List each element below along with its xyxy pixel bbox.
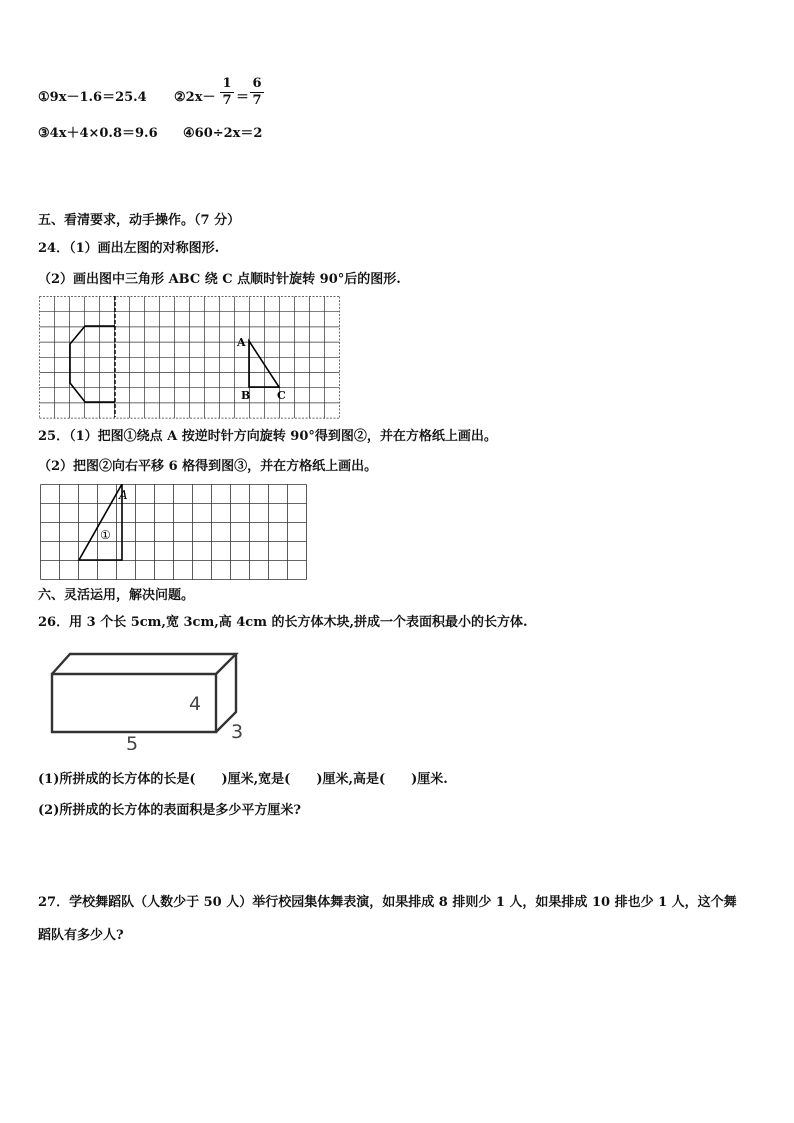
question-24-part-1: 24．（1）画出左图的对称图形.: [38, 241, 220, 256]
fraction-2-denominator: 7: [252, 93, 262, 108]
label-b: B: [241, 389, 251, 402]
question-26-text: 26．用 3 个长 5cm,宽 3cm,高 4cm 的长方体木块,拼成一个表面积最小的长方体.: [38, 615, 528, 630]
question-24-part-2: （2）画出图中三角形 ABC 绕 C 点顺时针旋转 90°后的图形.: [38, 272, 401, 287]
fraction-2-numerator: 6: [252, 76, 262, 91]
cuboid-length-label: 5: [126, 733, 139, 750]
section-6-title: 六、灵活运用，解决问题。: [38, 588, 195, 603]
question-27-line-1: 27．学校舞蹈队（人数少于 50 人）举行校园集体舞表演，如果排成 8 排则少 1 人，如果排成 10 排也少 1 人，这个舞: [38, 895, 737, 910]
question-24-grid-figure: [39, 296, 341, 420]
figure-1-label: ①: [100, 528, 111, 542]
equation-2-equals: ＝: [236, 90, 250, 105]
grid-25-lines: [41, 485, 307, 580]
cuboid-top-face: [52, 654, 236, 674]
question-26-sub-2: (2)所拼成的长方体的表面积是多少平方厘米?: [38, 803, 301, 818]
equation-2-fraction-1: [220, 77, 234, 108]
equation-3: ③4x＋4×0.8＝9.6: [38, 126, 158, 141]
equation-1: ①9x－1.6＝25.4: [38, 90, 147, 105]
cuboid-width-label: 3: [231, 721, 244, 743]
cuboid-figure: [48, 650, 258, 750]
question-25-part-2: （2）把图②向右平移 6 格得到图③，并在方格纸上画出。: [38, 459, 378, 474]
cuboid-height-label: 4: [189, 693, 202, 715]
label-a: A: [237, 336, 246, 349]
triangle-abc: [249, 341, 279, 387]
question-25-part-1: 25．（1）把图①绕点 A 按逆时针方向旋转 90°得到图②，并在方格纸上画出。: [38, 429, 497, 444]
fraction-1-denominator: 7: [222, 93, 232, 108]
equation-4: ④60÷2x＝2: [183, 126, 263, 141]
equation-2-fraction-2: [250, 77, 264, 108]
label-c: C: [277, 389, 286, 402]
question-25-grid-figure: [40, 484, 308, 582]
grid-24-lines: [40, 297, 340, 419]
label-a-italic: A: [119, 488, 128, 502]
question-27-line-2: 蹈队有多少人?: [38, 928, 124, 943]
section-5-title: 五、看清要求，动手操作。（7 分）: [38, 213, 241, 228]
figure-1-triangle: [79, 484, 122, 560]
half-figure-shape: [70, 326, 115, 402]
equation-2-prefix: ②2x－: [174, 90, 216, 105]
fraction-1-numerator: 1: [222, 76, 232, 91]
question-26-sub-1: (1)所拼成的长方体的长是( )厘米,宽是( )厘米,高是( )厘米.: [38, 772, 448, 787]
